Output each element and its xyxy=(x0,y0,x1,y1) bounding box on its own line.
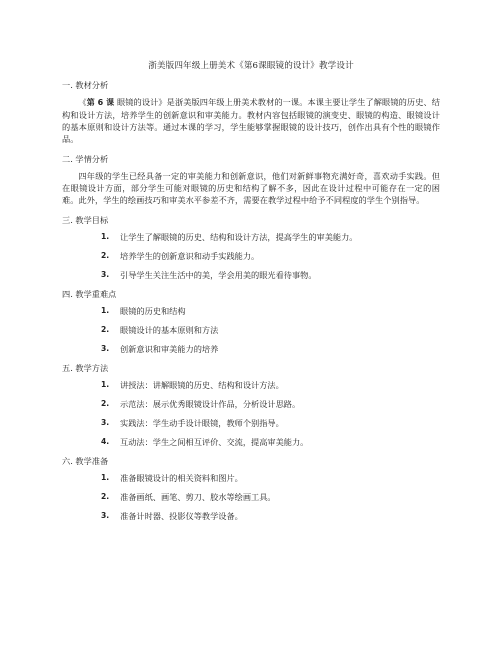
list-item-number: 1. xyxy=(101,232,110,241)
list-item xyxy=(62,379,440,391)
list-item xyxy=(62,250,440,262)
list-item-number: 4. xyxy=(101,437,110,446)
list-item xyxy=(62,231,440,243)
list-item-text: 准备眼镜设计的相关资料和图片。 xyxy=(120,473,243,483)
list-item-number: 2. xyxy=(101,492,110,501)
section-heading-student-analysis: 二. 学情分析 xyxy=(62,154,109,164)
list-item-text: 示范法：展示优秀眼镜设计作品，分析设计思路。 xyxy=(120,399,301,409)
list-item-text: 准备计时器、投影仪等教学设备。 xyxy=(120,511,243,521)
teaching-methods-list xyxy=(62,379,440,448)
list-item xyxy=(62,305,440,317)
list-item xyxy=(62,417,440,429)
list-item xyxy=(62,436,440,448)
list-item xyxy=(62,343,440,355)
list-item xyxy=(62,269,440,281)
list-item-number: 2. xyxy=(101,399,110,408)
list-item-number: 3. xyxy=(101,511,110,520)
teaching-goals-list xyxy=(62,231,440,281)
section-heading-teaching-goals: 三. 教学目标 xyxy=(62,215,109,225)
list-item-text: 眼镜设计的基本原则和方法 xyxy=(120,325,219,335)
document-page xyxy=(62,60,440,529)
list-item-text: 眼镜的历史和结构 xyxy=(120,306,186,316)
list-item-number: 3. xyxy=(101,418,110,427)
section-paragraph-student-analysis: 四年级的学生已经具备一定的审美能力和创新意识，他们对新鲜事物充满好奇，喜欢动手实践。但在眼镜设计方面，部分学生可能对眼镜的历史和结构了解不多，因此在设计过程中可能存在一定的困难。此外，学生的绘画技巧和审美水平参差不齐，需要在教学过程中给予不同程度的学生个别指导。 xyxy=(62,171,440,205)
list-item-text: 实践法：学生动手设计眼镜，教师个别指导。 xyxy=(120,418,284,428)
paragraph-text: 眼镜的设计》是浙美版四年级上册美术教材的一课。本课主要让学生了解眼镜的历史、结构和设计方法，培养学生的创新意识和审美能力。教材内容包括眼镜的演变史、眼镜的构造、眼镜设计的基本原则和设计方法等。通过本课的学习，学生能够掌握眼镜的设计技巧，创作出具有个性的眼镜作品。 xyxy=(62,97,440,144)
key-points-list xyxy=(62,305,440,355)
section-heading-teaching-methods: 五. 教学方法 xyxy=(62,363,109,373)
list-item-number: 2. xyxy=(101,251,110,260)
list-item-number: 1. xyxy=(101,473,110,482)
list-item-text: 引导学生关注生活中的美，学会用美的眼光看待事物。 xyxy=(120,270,317,280)
list-item-number: 1. xyxy=(101,380,110,389)
list-item-number: 3. xyxy=(101,344,110,353)
list-item-number: 1. xyxy=(101,306,110,315)
teaching-preparation-list xyxy=(62,472,440,522)
list-item-text: 互动法：学生之间相互评价、交流，提高审美能力。 xyxy=(120,437,309,447)
list-item-text: 准备画纸、画笔、剪刀、胶水等绘画工具。 xyxy=(120,492,276,502)
list-item-text: 培养学生的创新意识和动手实践能力。 xyxy=(120,251,260,261)
lesson-number: 第 6 课 xyxy=(86,98,115,107)
list-item-number: 2. xyxy=(101,325,110,334)
list-item xyxy=(62,472,440,484)
document-title: 浙美版四年级上册美术《第6课眼镜的设计》教学设计 xyxy=(148,61,354,71)
list-item xyxy=(62,491,440,503)
section-paragraph-textbook-analysis xyxy=(62,96,440,145)
section-heading-key-points: 四. 教学重难点 xyxy=(62,289,117,299)
list-item xyxy=(62,324,440,336)
list-item xyxy=(62,398,440,410)
list-item-text: 创新意识和审美能力的培养 xyxy=(120,344,219,354)
list-item-number: 3. xyxy=(101,270,110,279)
list-item-text: 让学生了解眼镜的历史、结构和设计方法，提高学生的审美能力。 xyxy=(120,232,358,242)
list-item-text: 讲授法：讲解眼镜的历史、结构和设计方法。 xyxy=(120,380,284,390)
list-item xyxy=(62,510,440,522)
section-heading-textbook-analysis: 一. 教材分析 xyxy=(62,80,109,90)
paragraph-text: 《 xyxy=(78,97,87,107)
section-heading-teaching-preparation: 六. 教学准备 xyxy=(62,456,109,466)
